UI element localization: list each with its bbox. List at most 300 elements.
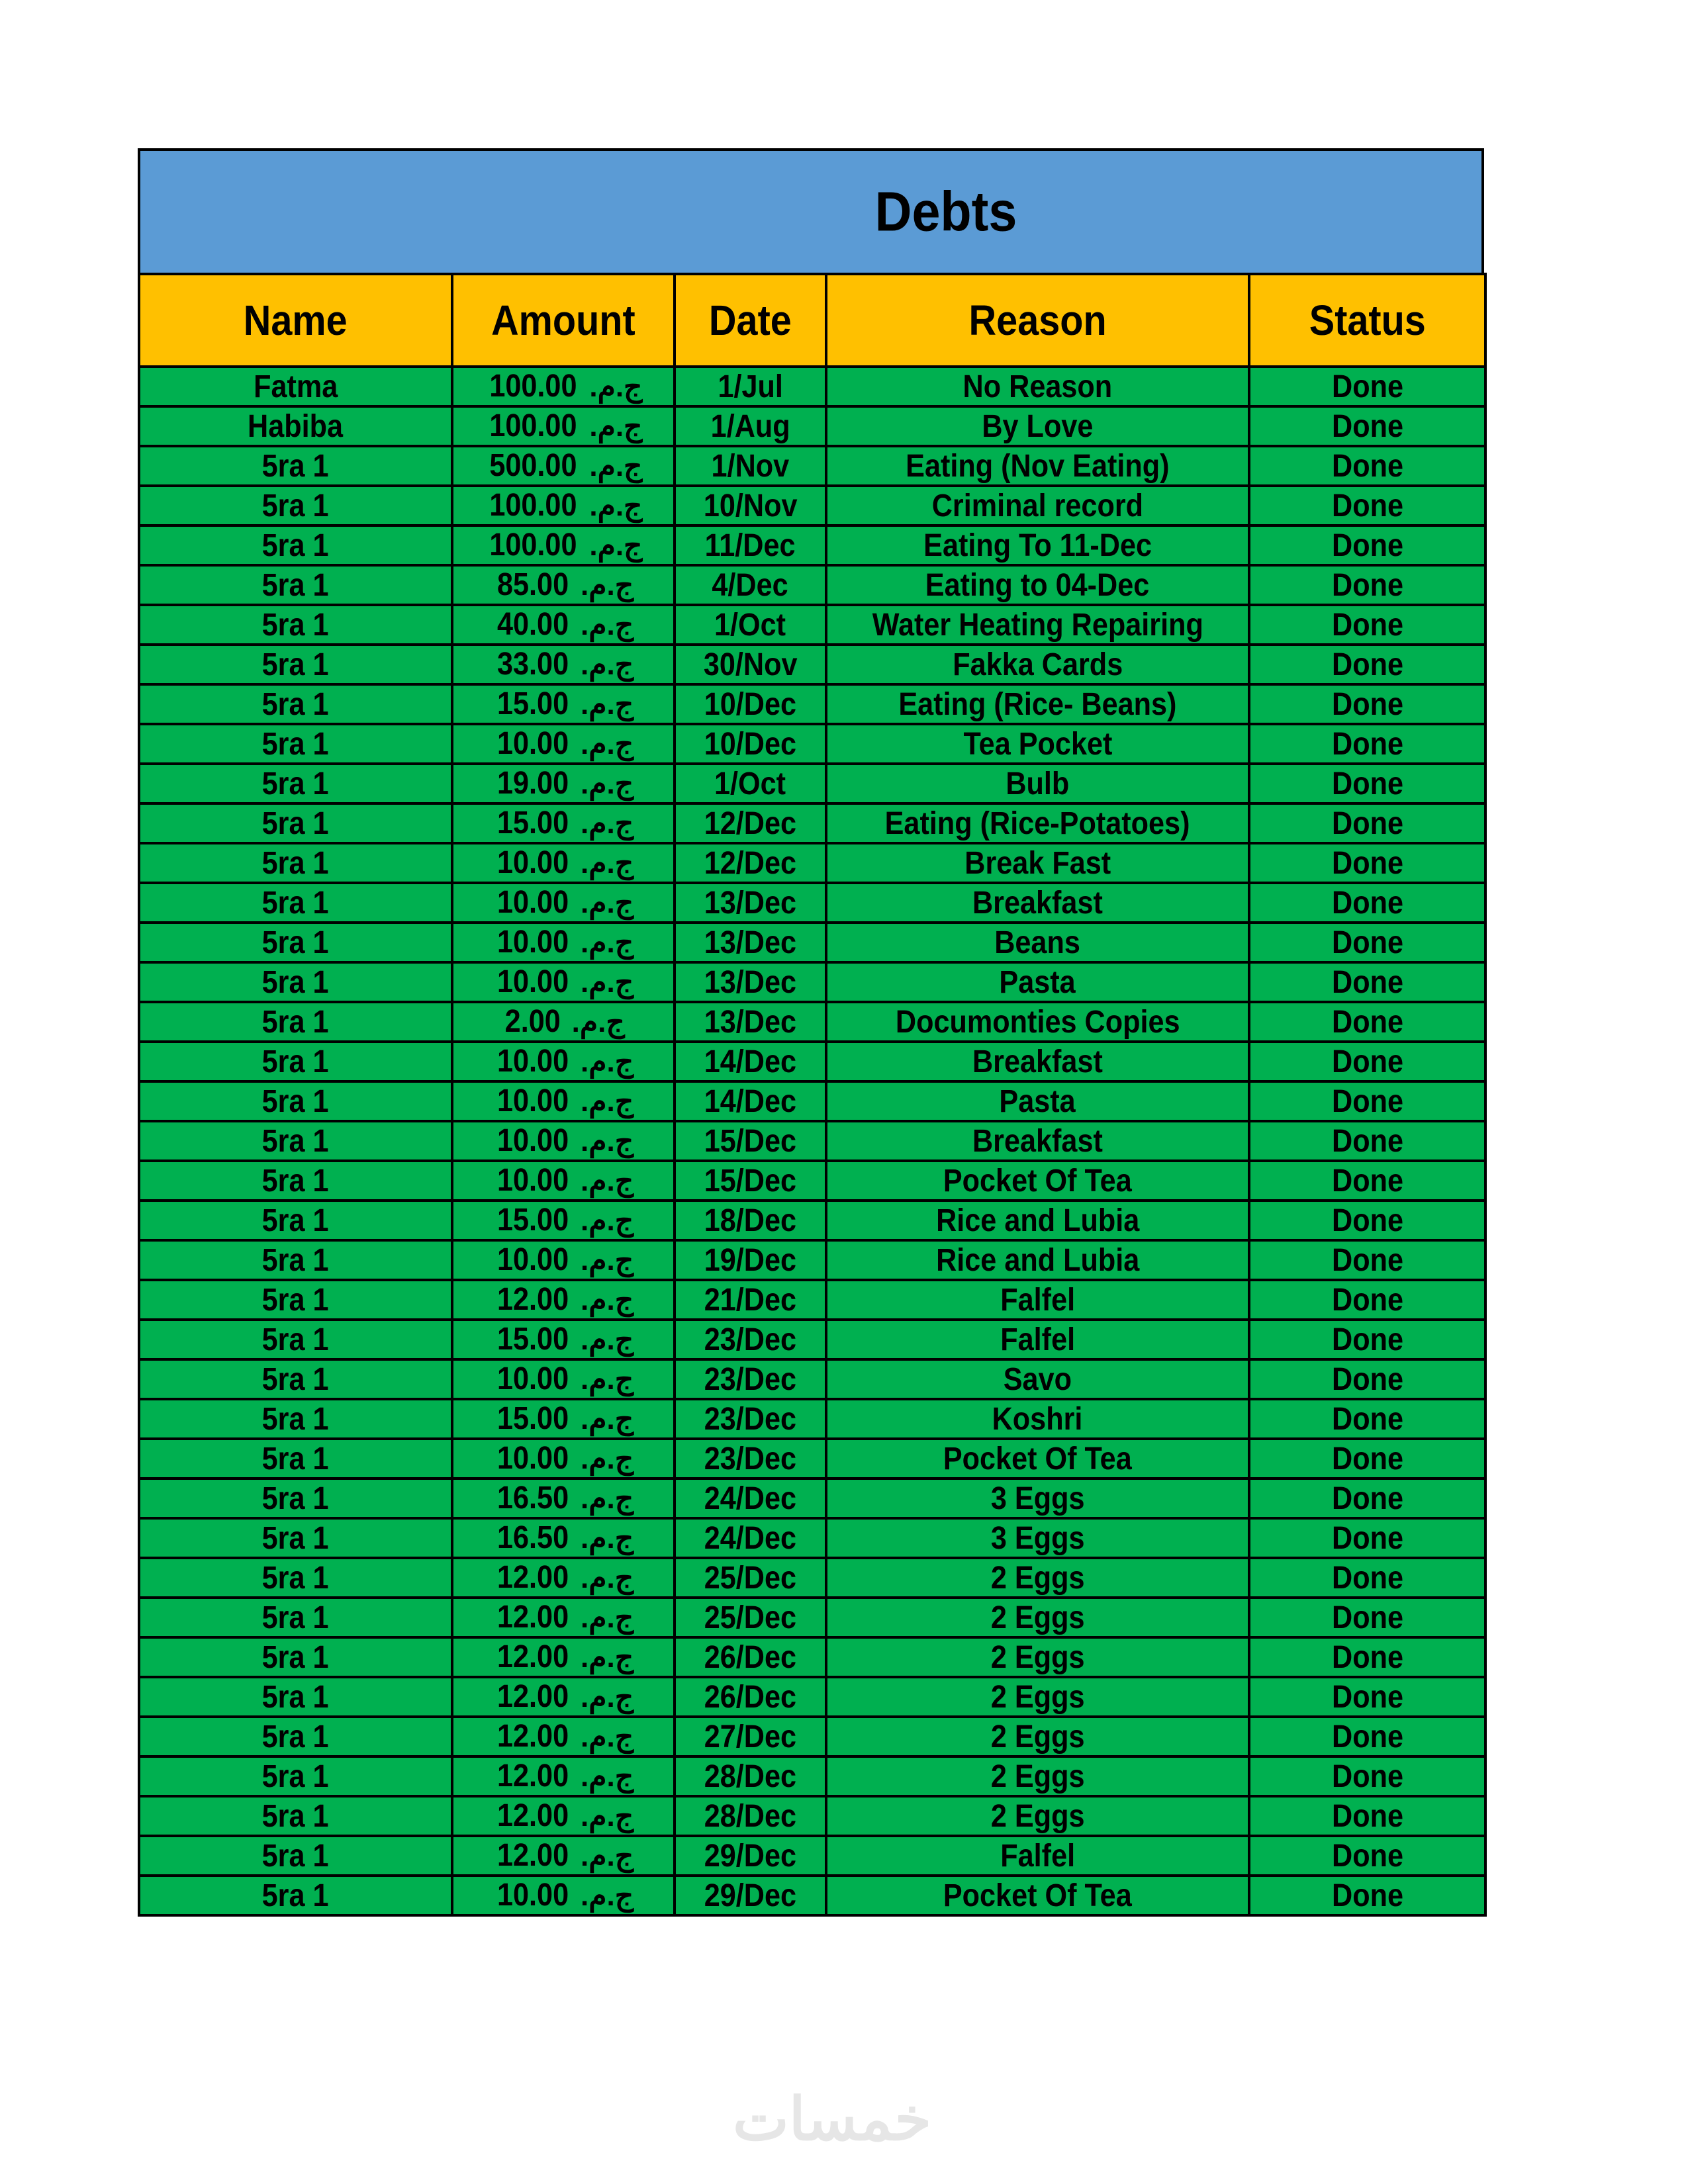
cell-value: 15/Dec (704, 1123, 797, 1159)
cell-date (675, 1876, 826, 1915)
cell-date (675, 1836, 826, 1876)
cell-reason (826, 1359, 1249, 1399)
cell-value: 2 Eggs (990, 1679, 1085, 1715)
cell-value: 5ra 1 (262, 1044, 329, 1079)
cell-value: 5ra 1 (262, 1798, 329, 1834)
cell-value: 2 Eggs (990, 1600, 1085, 1635)
cell-value: 5ra 1 (262, 1838, 329, 1874)
cell-date (675, 1280, 826, 1320)
cell-value: 26/Dec (704, 1679, 797, 1715)
cell-name (139, 1359, 452, 1399)
cell-value: 15/Dec (704, 1163, 797, 1199)
cell-status (1249, 1161, 1485, 1201)
cell-name (139, 1280, 452, 1320)
cell-reason (826, 565, 1249, 605)
cell-value: 5ra 1 (262, 1480, 329, 1516)
cell-value: Done (1331, 1878, 1403, 1913)
cell-name (139, 1081, 452, 1121)
cell-value: Done (1331, 448, 1403, 484)
cell-date (675, 1756, 826, 1796)
column-header-status (1249, 274, 1485, 367)
cell-status (1249, 525, 1485, 565)
cell-name (139, 1518, 452, 1558)
table-row (139, 843, 1485, 883)
cell-value: 12.00 (496, 1639, 569, 1674)
cell-amount (452, 525, 675, 565)
cell-value: 12.00 (496, 1600, 569, 1635)
cell-reason (826, 764, 1249, 803)
cell-value: 12.00 (496, 1838, 569, 1873)
cell-value: 12/Dec (704, 845, 797, 881)
cell-value: Fatma (253, 369, 338, 404)
cell-date (675, 605, 826, 645)
cell-date (675, 962, 826, 1002)
cell-value: Done (1331, 1679, 1403, 1715)
cell-name (139, 486, 452, 525)
cell-value: Breakfast (972, 885, 1103, 921)
cell-name (139, 1439, 452, 1479)
cell-value: 5ra 1 (262, 527, 329, 563)
cell-amount (452, 1876, 675, 1915)
cell-value: 2 Eggs (990, 1639, 1085, 1675)
cell-amount (452, 1201, 675, 1240)
cell-value: Pocket Of Tea (943, 1163, 1132, 1199)
cell-value: 13/Dec (704, 925, 797, 960)
cell-value: 11/Dec (705, 527, 796, 563)
cell-date (675, 486, 826, 525)
cell-amount (452, 1081, 675, 1121)
cell-value: 5ra 1 (262, 448, 329, 484)
cell-value: 10.00 (496, 1123, 569, 1158)
cell-value: 100.00 (489, 408, 577, 443)
cell-value: 13/Dec (704, 885, 797, 921)
cell-value: 5ra 1 (262, 1203, 329, 1238)
currency-symbol: ج.م. (581, 887, 634, 919)
cell-reason (826, 486, 1249, 525)
cell-value: 25/Dec (704, 1600, 797, 1635)
debts-sheet (138, 148, 1484, 1917)
cell-value: 13/Dec (704, 964, 797, 1000)
cell-amount (452, 883, 675, 923)
cell-date (675, 1240, 826, 1280)
cell-amount (452, 803, 675, 843)
cell-value: 28/Dec (704, 1758, 797, 1794)
title-band (138, 148, 1484, 273)
cell-value: Breakfast (972, 1044, 1103, 1079)
cell-amount (452, 1280, 675, 1320)
cell-amount (452, 406, 675, 446)
table-row (139, 406, 1485, 446)
cell-value: 2 Eggs (990, 1798, 1085, 1834)
cell-value: 100.00 (489, 369, 577, 404)
cell-value: 2 Eggs (990, 1719, 1085, 1754)
cell-date (675, 367, 826, 406)
header-label: Amount (491, 296, 635, 344)
cell-value: 19.00 (496, 766, 569, 801)
table-row (139, 1876, 1485, 1915)
cell-value: Done (1331, 1163, 1403, 1199)
cell-amount (452, 1598, 675, 1637)
cell-value: 14/Dec (704, 1083, 797, 1119)
cell-value: 12.00 (496, 1679, 569, 1714)
cell-reason (826, 367, 1249, 406)
cell-value: 10.00 (496, 845, 569, 880)
cell-name (139, 1558, 452, 1598)
cell-status (1249, 1717, 1485, 1756)
cell-date (675, 764, 826, 803)
cell-value: Done (1331, 1004, 1403, 1040)
cell-reason (826, 1201, 1249, 1240)
cell-date (675, 843, 826, 883)
cell-value: 23/Dec (704, 1361, 797, 1397)
cell-amount (452, 1002, 675, 1042)
header-label: Date (709, 296, 792, 344)
cell-status (1249, 843, 1485, 883)
cell-date (675, 1518, 826, 1558)
cell-value: By Love (982, 408, 1094, 444)
cell-status (1249, 565, 1485, 605)
cell-name (139, 1161, 452, 1201)
cell-status (1249, 962, 1485, 1002)
currency-symbol: ج.م. (581, 966, 634, 999)
cell-reason (826, 724, 1249, 764)
cell-status (1249, 803, 1485, 843)
cell-value: Done (1331, 1123, 1403, 1159)
cell-status (1249, 923, 1485, 962)
cell-value: 10.00 (496, 885, 569, 920)
table-row (139, 1717, 1485, 1756)
cell-value: Done (1331, 805, 1403, 841)
cell-status (1249, 684, 1485, 724)
cell-date (675, 406, 826, 446)
cell-name (139, 1876, 452, 1915)
currency-symbol: ج.م. (589, 450, 643, 482)
cell-name (139, 724, 452, 764)
cell-value: 5ra 1 (262, 567, 329, 603)
table-row (139, 684, 1485, 724)
cell-value: Beans (994, 925, 1081, 960)
cell-name (139, 1836, 452, 1876)
currency-symbol: ج.م. (571, 1006, 625, 1038)
currency-symbol: ج.م. (581, 1284, 634, 1316)
cell-value: Done (1331, 567, 1403, 603)
cell-name (139, 843, 452, 883)
cell-value: 5ra 1 (262, 964, 329, 1000)
cell-value: 15.00 (496, 1401, 569, 1436)
table-row (139, 645, 1485, 684)
currency-symbol: ج.م. (581, 1522, 634, 1555)
currency-symbol: ج.م. (581, 649, 634, 681)
currency-symbol: ج.م. (581, 1880, 634, 1912)
cell-value: Habiba (248, 408, 344, 444)
cell-name (139, 1201, 452, 1240)
cell-value: Done (1331, 1719, 1403, 1754)
cell-name (139, 605, 452, 645)
cell-value: 23/Dec (704, 1401, 797, 1437)
cell-name (139, 565, 452, 605)
cell-value: 1/Jul (718, 369, 783, 404)
cell-value: 5ra 1 (262, 885, 329, 921)
cell-date (675, 883, 826, 923)
cell-value: 5ra 1 (262, 766, 329, 801)
cell-value: Documonties Copies (895, 1004, 1180, 1040)
cell-amount (452, 1717, 675, 1756)
cell-date (675, 1637, 826, 1677)
cell-value: 15.00 (496, 1203, 569, 1238)
cell-date (675, 1399, 826, 1439)
currency-symbol: ج.م. (581, 569, 634, 602)
cell-value: Done (1331, 1322, 1403, 1357)
table-row (139, 803, 1485, 843)
cell-value: Done (1331, 369, 1403, 404)
currency-symbol: ج.م. (581, 1840, 634, 1872)
cell-value: 30/Nov (703, 647, 798, 682)
cell-value: 5ra 1 (262, 1520, 329, 1556)
cell-reason (826, 1677, 1249, 1717)
table-row (139, 1081, 1485, 1121)
currency-symbol: ج.م. (581, 1800, 634, 1833)
cell-value: Done (1331, 1838, 1403, 1874)
cell-value: Done (1331, 1560, 1403, 1596)
cell-reason (826, 1876, 1249, 1915)
cell-value: 5ra 1 (262, 925, 329, 960)
table-row (139, 1240, 1485, 1280)
cell-value: Koshri (992, 1401, 1083, 1437)
table-row (139, 1121, 1485, 1161)
currency-symbol: ج.م. (581, 807, 634, 840)
cell-name (139, 1796, 452, 1836)
cell-value: Done (1331, 1600, 1403, 1635)
cell-date (675, 1598, 826, 1637)
cell-status (1249, 1201, 1485, 1240)
cell-status (1249, 1836, 1485, 1876)
cell-status (1249, 1518, 1485, 1558)
table-row (139, 1439, 1485, 1479)
table-row (139, 1002, 1485, 1042)
cell-name (139, 1717, 452, 1756)
cell-value: 500.00 (489, 448, 577, 483)
cell-amount (452, 1756, 675, 1796)
cell-date (675, 1042, 826, 1081)
cell-name (139, 367, 452, 406)
cell-value: 5ra 1 (262, 607, 329, 643)
cell-amount (452, 1479, 675, 1518)
cell-value: 10/Dec (704, 686, 797, 722)
cell-reason (826, 1598, 1249, 1637)
cell-amount (452, 1121, 675, 1161)
cell-value: Eating (Rice- Beans) (898, 686, 1177, 722)
cell-value: 5ra 1 (262, 1361, 329, 1397)
table-row (139, 1399, 1485, 1439)
cell-date (675, 1717, 826, 1756)
cell-status (1249, 1479, 1485, 1518)
cell-value: Done (1331, 925, 1403, 960)
cell-reason (826, 1439, 1249, 1479)
cell-value: Falfel (1000, 1282, 1075, 1318)
cell-value: 26/Dec (704, 1639, 797, 1675)
cell-value: 2.00 (504, 1004, 561, 1039)
cell-value: 33.00 (496, 647, 569, 682)
cell-date (675, 1121, 826, 1161)
cell-name (139, 1756, 452, 1796)
cell-value: 3 Eggs (990, 1480, 1085, 1516)
cell-amount (452, 1836, 675, 1876)
cell-value: 5ra 1 (262, 845, 329, 881)
cell-value: 100.00 (489, 527, 577, 563)
cell-value: 10.00 (496, 1441, 569, 1476)
cell-value: Tea Pocket (963, 726, 1112, 762)
cell-date (675, 1677, 826, 1717)
table-row (139, 764, 1485, 803)
cell-status (1249, 1756, 1485, 1796)
cell-value: 10.00 (496, 1361, 569, 1396)
cell-value: Done (1331, 1639, 1403, 1675)
cell-date (675, 1161, 826, 1201)
cell-value: 25/Dec (704, 1560, 797, 1596)
cell-reason (826, 1002, 1249, 1042)
cell-value: 1/Oct (714, 607, 786, 643)
cell-name (139, 1677, 452, 1717)
cell-amount (452, 923, 675, 962)
table-row (139, 1558, 1485, 1598)
cell-value: Done (1331, 1044, 1403, 1079)
currency-symbol: ج.م. (581, 1046, 634, 1078)
sheet-title: Debts (874, 180, 1017, 243)
cell-value: 85.00 (496, 567, 569, 602)
cell-value: 5ra 1 (262, 1322, 329, 1357)
cell-value: Pasta (999, 964, 1076, 1000)
cell-status (1249, 1876, 1485, 1915)
cell-name (139, 764, 452, 803)
cell-value: Done (1331, 1758, 1403, 1794)
cell-date (675, 525, 826, 565)
cell-value: 3 Eggs (990, 1520, 1085, 1556)
cell-value: 10/Dec (704, 726, 797, 762)
cell-reason (826, 684, 1249, 724)
cell-status (1249, 1240, 1485, 1280)
cell-status (1249, 1399, 1485, 1439)
currency-symbol: ج.م. (589, 529, 643, 562)
cell-value: Breakfast (972, 1123, 1103, 1159)
cell-date (675, 803, 826, 843)
cell-amount (452, 565, 675, 605)
cell-amount (452, 645, 675, 684)
cell-date (675, 1002, 826, 1042)
cell-value: 5ra 1 (262, 1163, 329, 1199)
cell-date (675, 446, 826, 486)
cell-amount (452, 1518, 675, 1558)
cell-value: 5ra 1 (262, 1878, 329, 1913)
cell-status (1249, 1320, 1485, 1359)
cell-value: Done (1331, 885, 1403, 921)
cell-status (1249, 1439, 1485, 1479)
cell-name (139, 1598, 452, 1637)
cell-value: 10.00 (496, 1878, 569, 1913)
table-row (139, 367, 1485, 406)
cell-value: 5ra 1 (262, 1441, 329, 1477)
cell-reason (826, 1161, 1249, 1201)
table-row (139, 923, 1485, 962)
cell-value: Fakka Cards (953, 647, 1123, 682)
cell-amount (452, 486, 675, 525)
table-row (139, 565, 1485, 605)
table-row (139, 1518, 1485, 1558)
cell-status (1249, 406, 1485, 446)
cell-status (1249, 1677, 1485, 1717)
cell-value: 1/Oct (714, 766, 786, 801)
cell-value: Rice and Lubia (935, 1203, 1140, 1238)
cell-value: Done (1331, 726, 1403, 762)
cell-value: 15.00 (496, 1322, 569, 1357)
cell-reason (826, 803, 1249, 843)
cell-reason (826, 1836, 1249, 1876)
cell-reason (826, 962, 1249, 1002)
currency-symbol: ج.م. (581, 1205, 634, 1237)
table-row (139, 525, 1485, 565)
cell-date (675, 1081, 826, 1121)
table-row (139, 1677, 1485, 1717)
cell-value: 1/Aug (710, 408, 790, 444)
cell-value: 18/Dec (704, 1203, 797, 1238)
cell-value: Falfel (1000, 1838, 1075, 1874)
table-row (139, 1320, 1485, 1359)
cell-value: 10.00 (496, 925, 569, 960)
table-row (139, 1042, 1485, 1081)
cell-date (675, 1439, 826, 1479)
currency-symbol: ج.م. (589, 371, 643, 403)
cell-value: Pocket Of Tea (943, 1878, 1132, 1913)
cell-value: 40.00 (496, 607, 569, 642)
cell-status (1249, 724, 1485, 764)
cell-value: 2 Eggs (990, 1758, 1085, 1794)
currency-symbol: ج.م. (581, 927, 634, 959)
currency-symbol: ج.م. (589, 410, 643, 443)
cell-value: 5ra 1 (262, 1004, 329, 1040)
debts-table (138, 273, 1487, 1917)
cell-value: Done (1331, 527, 1403, 563)
cell-value: Break Fast (964, 845, 1111, 881)
cell-value: 19/Dec (704, 1242, 797, 1278)
table-row (139, 962, 1485, 1002)
cell-value: 12.00 (496, 1560, 569, 1595)
cell-value: Water Heating Repairing (872, 607, 1203, 643)
currency-symbol: ج.م. (581, 1165, 634, 1197)
cell-value: 5ra 1 (262, 1282, 329, 1318)
currency-symbol: ج.م. (581, 1602, 634, 1634)
table-row (139, 1359, 1485, 1399)
currency-symbol: ج.م. (581, 1641, 634, 1674)
cell-amount (452, 446, 675, 486)
cell-name (139, 1637, 452, 1677)
cell-status (1249, 1081, 1485, 1121)
cell-date (675, 724, 826, 764)
cell-status (1249, 645, 1485, 684)
cell-value: 15.00 (496, 686, 569, 721)
cell-name (139, 406, 452, 446)
cell-value: 23/Dec (704, 1322, 797, 1357)
cell-value: 13/Dec (704, 1004, 797, 1040)
cell-value: 16.50 (496, 1480, 569, 1516)
cell-amount (452, 1359, 675, 1399)
cell-value: 15.00 (496, 805, 569, 841)
table-row (139, 1201, 1485, 1240)
currency-symbol: ج.م. (581, 768, 634, 800)
cell-value: Done (1331, 686, 1403, 722)
cell-reason (826, 406, 1249, 446)
cell-value: Done (1331, 1441, 1403, 1477)
currency-symbol: ج.م. (581, 1363, 634, 1396)
cell-status (1249, 1280, 1485, 1320)
